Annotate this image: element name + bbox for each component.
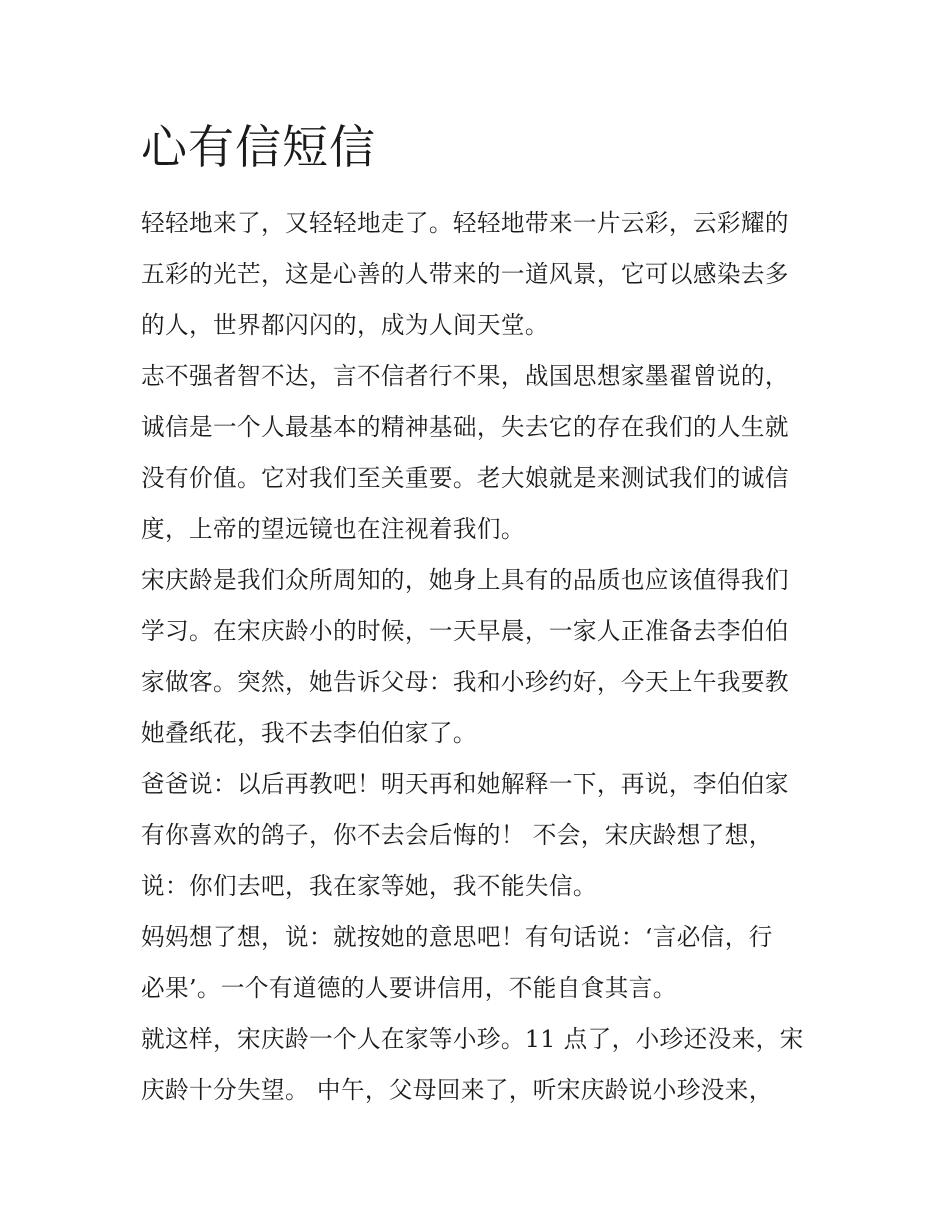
text-line: 妈妈想了想，说：就按她的意思吧！有句话说：‘言必信，行: [141, 923, 773, 951]
text-line: 的人，世界都闪闪的，成为人间天堂。: [141, 311, 549, 339]
text-line: 诚信是一个人最基本的精神基础，失去它的存在我们的人生就: [141, 413, 789, 441]
paragraph-1: [141, 198, 821, 351]
paragraph-4: [141, 759, 821, 912]
paragraph-6: [141, 1014, 821, 1116]
text-line: 有你喜欢的鸽子，你不去会后悔的！ 不会，宋庆龄想了想，: [141, 821, 773, 849]
paragraph-5: [141, 912, 821, 1014]
text-line: 庆龄十分失望。 中午，父母回来了，听宋庆龄说小珍没来，: [141, 1076, 773, 1104]
text-line: 说：你们去吧，我在家等她，我不能失信。: [141, 872, 597, 900]
paragraph-2: [141, 351, 821, 555]
text-line: 度，上帝的望远镜也在注视着我们。: [141, 515, 525, 543]
paragraph-3: [141, 555, 821, 759]
document-title: 心有信短信: [141, 120, 376, 174]
text-line: 没有价值。它对我们至关重要。老大娘就是来测试我们的诚信: [141, 464, 789, 492]
text-line: 爸爸说：以后再教吧！明天再和她解释一下，再说，李伯伯家: [141, 770, 789, 798]
document-body: [141, 198, 821, 1116]
text-line: 轻轻地来了，又轻轻地走了。轻轻地带来一片云彩，云彩耀的: [141, 209, 789, 237]
text-line: 五彩的光芒，这是心善的人带来的一道风景，它可以感染去多: [141, 260, 789, 288]
text-line: 就这样，宋庆龄一个人在家等小珍。11 点了，小珍还没来，宋: [141, 1025, 804, 1053]
text-line: 志不强者智不达，言不信者行不果，战国思想家墨翟曾说的，: [141, 362, 789, 390]
text-line: 宋庆龄是我们众所周知的，她身上具有的品质也应该值得我们: [141, 566, 789, 594]
text-line: 家做客。突然，她告诉父母：我和小珍约好，今天上午我要教: [141, 668, 789, 696]
text-line: 她叠纸花，我不去李伯伯家了。: [141, 719, 477, 747]
text-line: 必果’。一个有道德的人要讲信用，不能自食其言。: [141, 974, 677, 1002]
text-line: 学习。在宋庆龄小的时候，一天早晨，一家人正准备去李伯伯: [141, 617, 789, 645]
